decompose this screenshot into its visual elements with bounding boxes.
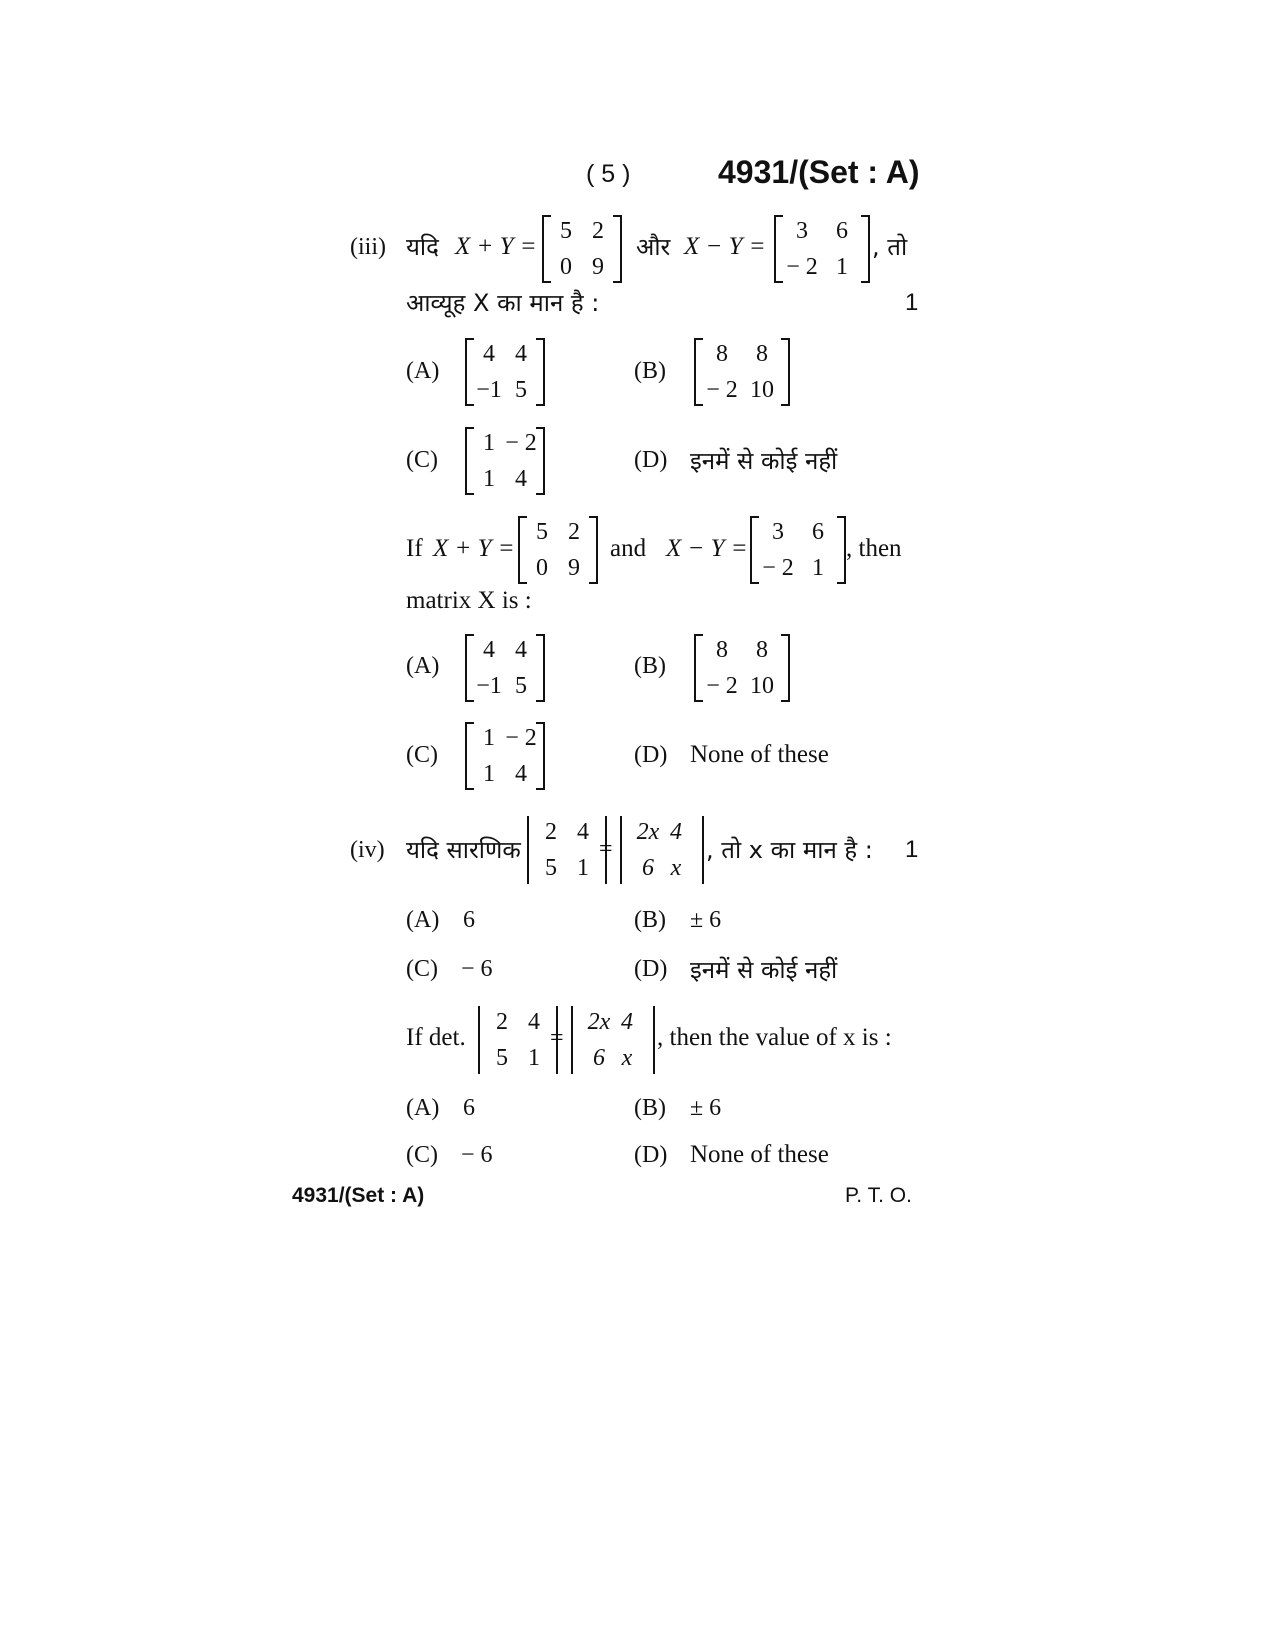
matrix-x-plus-y-en: 5 2 0 9 — [518, 516, 598, 584]
option-a-matrix-en: 4 4 −1 5 — [465, 634, 545, 702]
option-d-text: इनमें से कोई नहीं — [690, 956, 838, 984]
expr-x-minus-y-en: X − Y = — [666, 535, 748, 562]
option-b-matrix-en: 8 8 − 2 10 — [694, 634, 790, 702]
option-c-label-en: (C) — [406, 742, 438, 768]
option-c-value-en: − 6 — [461, 1142, 493, 1168]
english-if: If — [406, 535, 423, 562]
option-a-label-en: (A) — [406, 1095, 440, 1121]
english-lead: If det. — [406, 1024, 466, 1051]
question-number: (iii) — [350, 234, 386, 260]
paper-code-header: 4931/(Set : A) — [718, 154, 920, 190]
equals-sign-en: = — [550, 1025, 564, 1051]
hindi-if: यदि — [406, 233, 439, 261]
expr-x-minus-y: X − Y = — [684, 233, 766, 260]
option-b-value-en: ± 6 — [690, 1095, 722, 1121]
paper-code-footer: 4931/(Set : A) — [292, 1184, 425, 1207]
option-d-text: इनमें से कोई नहीं — [690, 447, 838, 475]
equals-sign: = — [599, 836, 613, 862]
option-c-value: − 6 — [461, 956, 493, 982]
option-b-label-en: (B) — [634, 1095, 666, 1121]
hindi-lead: यदि सारणिक — [406, 836, 521, 864]
det-right-en: 2x 4 6 x — [571, 1006, 655, 1074]
option-a-label: (A) — [406, 358, 440, 384]
option-d-label: (D) — [634, 956, 668, 982]
hindi-then: , तो — [872, 233, 908, 261]
det-left: 2 4 5 1 — [527, 816, 607, 884]
english-then: , then — [846, 535, 902, 562]
option-b-value: ± 6 — [690, 907, 722, 933]
english-and: and — [610, 535, 647, 562]
option-d-label-en: (D) — [634, 742, 668, 768]
english-question-line2: matrix X is : — [406, 587, 532, 614]
hindi-question-line2: आव्यूह X का मान है : — [406, 289, 600, 317]
option-d-text-en: None of these — [690, 1141, 829, 1168]
question-number: (iv) — [350, 837, 385, 863]
option-c-matrix: 1 − 2 1 4 — [465, 427, 545, 495]
option-b-label-en: (B) — [634, 653, 666, 679]
det-left-en: 2 4 5 1 — [478, 1006, 558, 1074]
expr-x-plus-y: X + Y = — [455, 233, 537, 260]
matrix-x-minus-y-en: 3 6 − 2 1 — [750, 516, 846, 584]
option-c-label-en: (C) — [406, 1142, 438, 1168]
option-d-text-en: None of these — [690, 741, 829, 768]
hindi-and: और — [636, 233, 671, 261]
option-d-label-en: (D) — [634, 1142, 668, 1168]
option-a-matrix: 4 4 −1 5 — [465, 338, 545, 406]
option-a-value-en: 6 — [463, 1095, 475, 1121]
matrix-x-minus-y: 3 6 − 2 1 — [774, 215, 870, 283]
matrix-x-plus-y: 5 2 0 9 — [542, 215, 622, 283]
expr-x-plus-y-en: X + Y = — [433, 535, 515, 562]
option-c-matrix-en: 1 − 2 1 4 — [465, 722, 545, 790]
option-d-label: (D) — [634, 447, 668, 473]
marks: 1 — [905, 289, 919, 316]
pto-text: P. T. O. — [845, 1184, 912, 1207]
option-a-value: 6 — [463, 907, 475, 933]
option-c-label: (C) — [406, 956, 438, 982]
option-c-label: (C) — [406, 447, 438, 473]
hindi-tail: , तो x का मान है : — [706, 836, 873, 864]
option-b-matrix: 8 8 − 2 10 — [694, 338, 790, 406]
option-b-label: (B) — [634, 907, 666, 933]
det-right: 2x 4 6 x — [620, 816, 704, 884]
marks: 1 — [905, 836, 919, 863]
page-number: ( 5 ) — [586, 160, 631, 188]
english-tail: , then the value of x is : — [657, 1024, 892, 1051]
option-b-label: (B) — [634, 358, 666, 384]
option-a-label-en: (A) — [406, 653, 440, 679]
option-a-label: (A) — [406, 907, 440, 933]
